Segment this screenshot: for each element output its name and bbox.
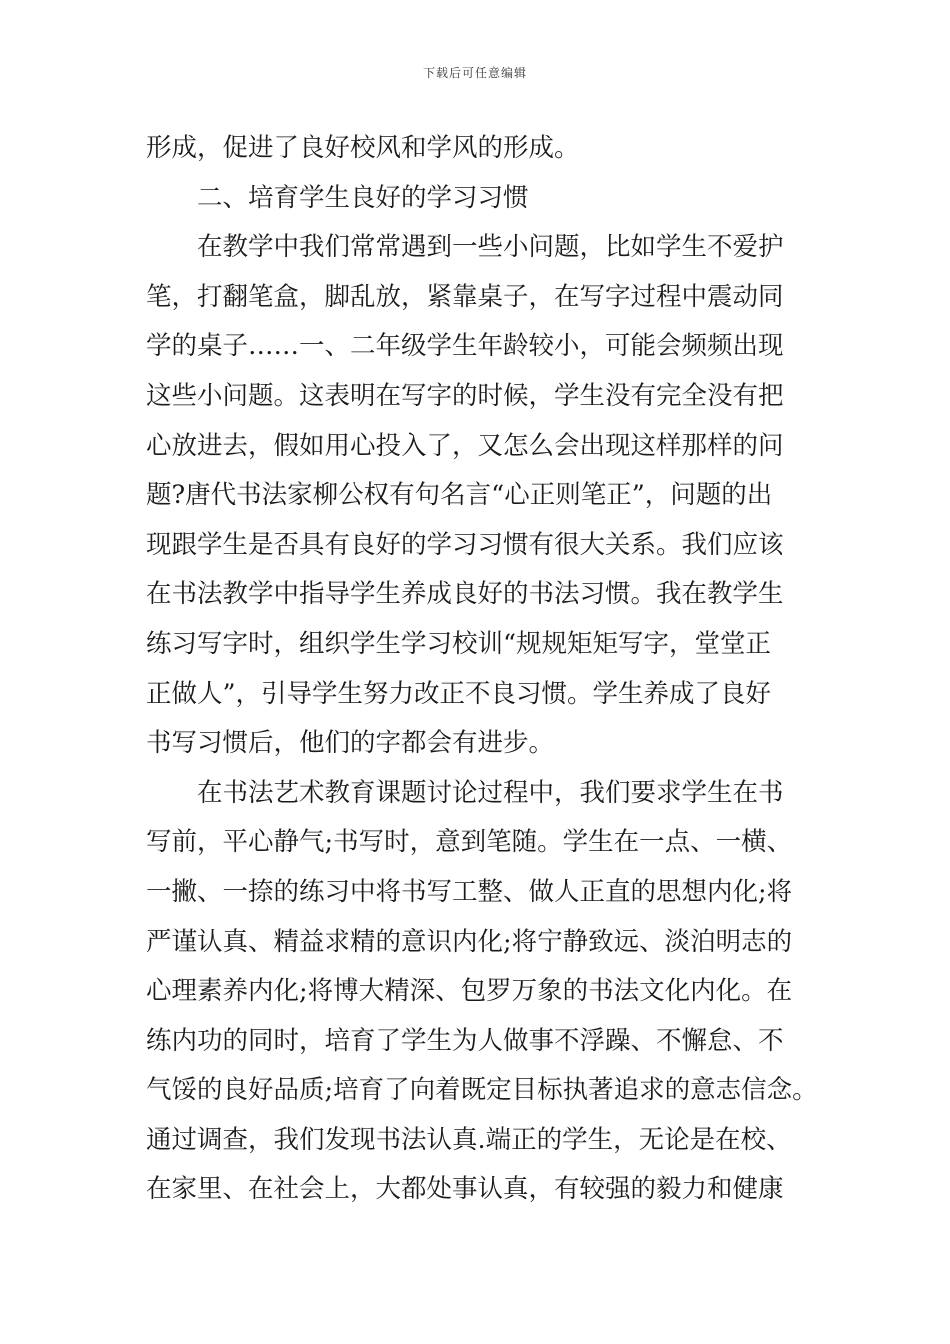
text-line: 在家里、在社会上，大都处事认真，有较强的毅力和健康 (146, 1174, 784, 1205)
text-line: 练内功的同时，培育了学生为人做事不浮躁、不懈怠、不 (146, 1025, 784, 1056)
document-body (146, 124, 818, 1215)
text-line: 心放进去，假如用心投入了，又怎么会出现这样那样的问 (146, 430, 784, 461)
text-line: 写前，平心静气;书写时，意到笔随。学生在一点、一横、 (146, 827, 793, 858)
text-line: 形成，促进了良好校风和学风的形成。 (146, 133, 580, 163)
text-line: 题?唐代书法家柳公权有句名言“心正则笔正”，问题的出 (146, 480, 773, 511)
text-line: 气馁的良好品质;培育了向着既定目标执著追求的意志信念。 (146, 1075, 818, 1106)
text-line: 笔，打翻笔盒，脚乱放，紧靠桌子，在写字过程中震动同 (146, 281, 784, 312)
section-heading: 二、培育学生良好的学习习惯 (197, 182, 529, 213)
page-header-note: 下载后可任意编辑 (422, 66, 527, 80)
text-line: 练习写字时，组织学生学习校训“规规矩矩写字，堂堂正 (146, 628, 772, 659)
paragraph-start: 在教学中我们常常遇到一些小问题，比如学生不爱护 (197, 232, 784, 263)
text-line: 在书法教学中指导学生养成良好的书法习惯。我在教学生 (146, 579, 784, 610)
text-line: 正做人”，引导学生努力改正不良习惯。学生养成了良好 (146, 678, 772, 709)
paragraph-start: 在书法艺术教育课题讨论过程中，我们要求学生在书 (197, 777, 784, 808)
text-line: 学的桌子……一、二年级学生年龄较小，可能会频频出现 (146, 331, 784, 362)
text-line: 严谨认真、精益求精的意识内化;将宁静致远、淡泊明志的 (146, 926, 793, 957)
text-line: 现跟学生是否具有良好的学习习惯有很大关系。我们应该 (146, 529, 784, 560)
text-line: 这些小问题。这表明在写字的时候，学生没有完全没有把 (146, 380, 784, 411)
text-line: 心理素养内化;将博大精深、包罗万象的书法文化内化。在 (146, 976, 793, 1007)
text-line: 通过调查，我们发现书法认真.端正的学生，无论是在校、 (146, 1124, 792, 1155)
text-line: 一撇、一捺的练习中将书写工整、做人正直的思想内化;将 (146, 876, 793, 907)
text-line: 书写习惯后，他们的字都会有进步。 (146, 728, 555, 759)
